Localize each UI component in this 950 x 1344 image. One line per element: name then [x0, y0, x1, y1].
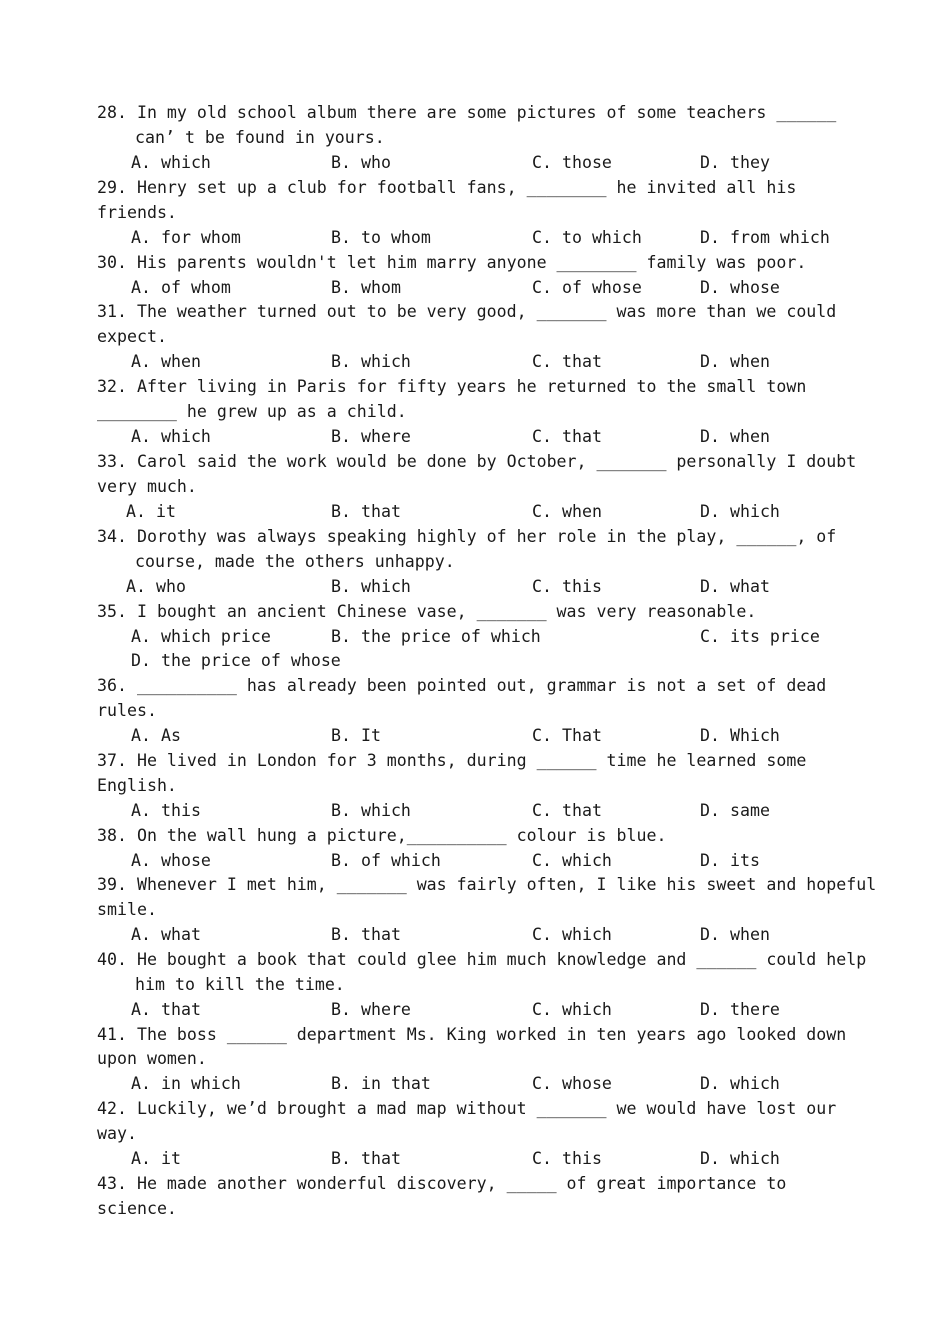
question-36-line-2: rules. — [97, 701, 157, 720]
question-34-option-a: A. who — [126, 577, 186, 596]
question-30-option-a: A. of whom — [131, 278, 231, 297]
question-39-option-d: D. when — [700, 925, 770, 944]
question-28-option-b: B. who — [331, 153, 391, 172]
question-32-line-1: 32. After living in Paris for fifty years he returned to the small town — [97, 377, 807, 396]
question-40-option-a: A. that — [131, 1000, 201, 1019]
question-42-line-1: 42. Luckily, we’d brought a mad map without _______ we would have lost our — [97, 1099, 837, 1118]
question-39-line-2: smile. — [97, 900, 157, 919]
question-33-option-c: C. when — [532, 502, 602, 521]
question-33-line-2: very much. — [97, 477, 197, 496]
question-43-line-1: 43. He made another wonderful discovery, _____ of great importance to — [97, 1174, 787, 1193]
question-37-option-a: A. this — [131, 801, 201, 820]
question-32-line-2: ________ he grew up as a child. — [97, 402, 407, 421]
question-32-option-b: B. where — [331, 427, 411, 446]
question-41-line-2: upon women. — [97, 1049, 207, 1068]
question-33-line-1: 33. Carol said the work would be done by October, _______ personally I doubt — [97, 452, 857, 471]
question-34-line-2: course, made the others unhappy. — [135, 552, 455, 571]
question-29-option-c: C. to which — [532, 228, 642, 247]
question-28-option-a: A. which — [131, 153, 211, 172]
question-28-line-1: 28. In my old school album there are some pictures of some teachers ______ — [97, 103, 837, 122]
question-31-option-b: B. which — [331, 352, 411, 371]
question-33-option-d: D. which — [700, 502, 780, 521]
question-29-option-d: D. from which — [700, 228, 830, 247]
question-34-option-b: B. which — [331, 577, 411, 596]
question-35-option-b: B. the price of which — [331, 627, 541, 646]
question-35-line-1: 35. I bought an ancient Chinese vase, _______ was very reasonable. — [97, 602, 757, 621]
question-31-option-c: C. that — [532, 352, 602, 371]
question-41-option-d: D. which — [700, 1074, 780, 1093]
question-35-option-c: C. its price — [700, 627, 820, 646]
question-30-line-1: 30. His parents wouldn't let him marry anyone ________ family was poor. — [97, 253, 807, 272]
question-31-option-d: D. when — [700, 352, 770, 371]
question-37-option-c: C. that — [532, 801, 602, 820]
question-41-option-c: C. whose — [532, 1074, 612, 1093]
question-37-option-d: D. same — [700, 801, 770, 820]
question-36-option-d: D. Which — [700, 726, 780, 745]
question-39-option-a: A. what — [131, 925, 201, 944]
question-30-option-d: D. whose — [700, 278, 780, 297]
question-40-line-1: 40. He bought a book that could glee him much knowledge and ______ could help — [97, 950, 867, 969]
question-31-line-2: expect. — [97, 327, 167, 346]
question-38-option-b: B. of which — [331, 851, 441, 870]
question-30-option-b: B. whom — [331, 278, 401, 297]
question-32-option-d: D. when — [700, 427, 770, 446]
question-41-line-1: 41. The boss ______ department Ms. King worked in ten years ago looked down — [97, 1025, 847, 1044]
question-37-line-1: 37. He lived in London for 3 months, during ______ time he learned some — [97, 751, 807, 770]
question-42-line-2: way. — [97, 1124, 137, 1143]
question-28-option-c: C. those — [532, 153, 612, 172]
question-39-line-1: 39. Whenever I met him, _______ was fairly often, I like his sweet and hopeful — [97, 875, 877, 894]
question-38-option-a: A. whose — [131, 851, 211, 870]
question-33-option-a: A. it — [126, 502, 176, 521]
question-41-option-a: A. in which — [131, 1074, 241, 1093]
question-29-option-b: B. to whom — [331, 228, 431, 247]
question-32-option-a: A. which — [131, 427, 211, 446]
question-35-option-a: A. which price — [131, 627, 271, 646]
question-40-option-c: C. which — [532, 1000, 612, 1019]
question-40-line-2: him to kill the time. — [135, 975, 345, 994]
question-35-option-d: D. the price of whose — [131, 651, 341, 670]
question-39-option-b: B. that — [331, 925, 401, 944]
question-31-option-a: A. when — [131, 352, 201, 371]
question-41-option-b: B. in that — [331, 1074, 431, 1093]
question-42-option-c: C. this — [532, 1149, 602, 1168]
question-34-line-1: 34. Dorothy was always speaking highly of her role in the play, ______, of — [97, 527, 837, 546]
question-28-option-d: D. they — [700, 153, 770, 172]
question-29-option-a: A. for whom — [131, 228, 241, 247]
question-38-option-c: C. which — [532, 851, 612, 870]
question-28-line-2: can’ t be found in yours. — [135, 128, 385, 147]
question-34-option-d: D. what — [700, 577, 770, 596]
question-34-option-c: C. this — [532, 577, 602, 596]
question-42-option-b: B. that — [331, 1149, 401, 1168]
question-42-option-d: D. which — [700, 1149, 780, 1168]
question-43-line-2: science. — [97, 1199, 177, 1218]
question-38-line-1: 38. On the wall hung a picture,__________ colour is blue. — [97, 826, 667, 845]
question-40-option-d: D. there — [700, 1000, 780, 1019]
question-37-line-2: English. — [97, 776, 177, 795]
question-39-option-c: C. which — [532, 925, 612, 944]
question-30-option-c: C. of whose — [532, 278, 642, 297]
question-42-option-a: A. it — [131, 1149, 181, 1168]
question-40-option-b: B. where — [331, 1000, 411, 1019]
question-36-option-c: C. That — [532, 726, 602, 745]
question-29-line-2: friends. — [97, 203, 177, 222]
question-31-line-1: 31. The weather turned out to be very good, _______ was more than we could — [97, 302, 837, 321]
question-36-option-a: A. As — [131, 726, 181, 745]
question-33-option-b: B. that — [331, 502, 401, 521]
question-29-line-1: 29. Henry set up a club for football fans, ________ he invited all his — [97, 178, 797, 197]
question-38-option-d: D. its — [700, 851, 760, 870]
question-32-option-c: C. that — [532, 427, 602, 446]
question-36-line-1: 36. __________ has already been pointed out, grammar is not a set of dead — [97, 676, 827, 695]
question-36-option-b: B. It — [331, 726, 381, 745]
question-37-option-b: B. which — [331, 801, 411, 820]
